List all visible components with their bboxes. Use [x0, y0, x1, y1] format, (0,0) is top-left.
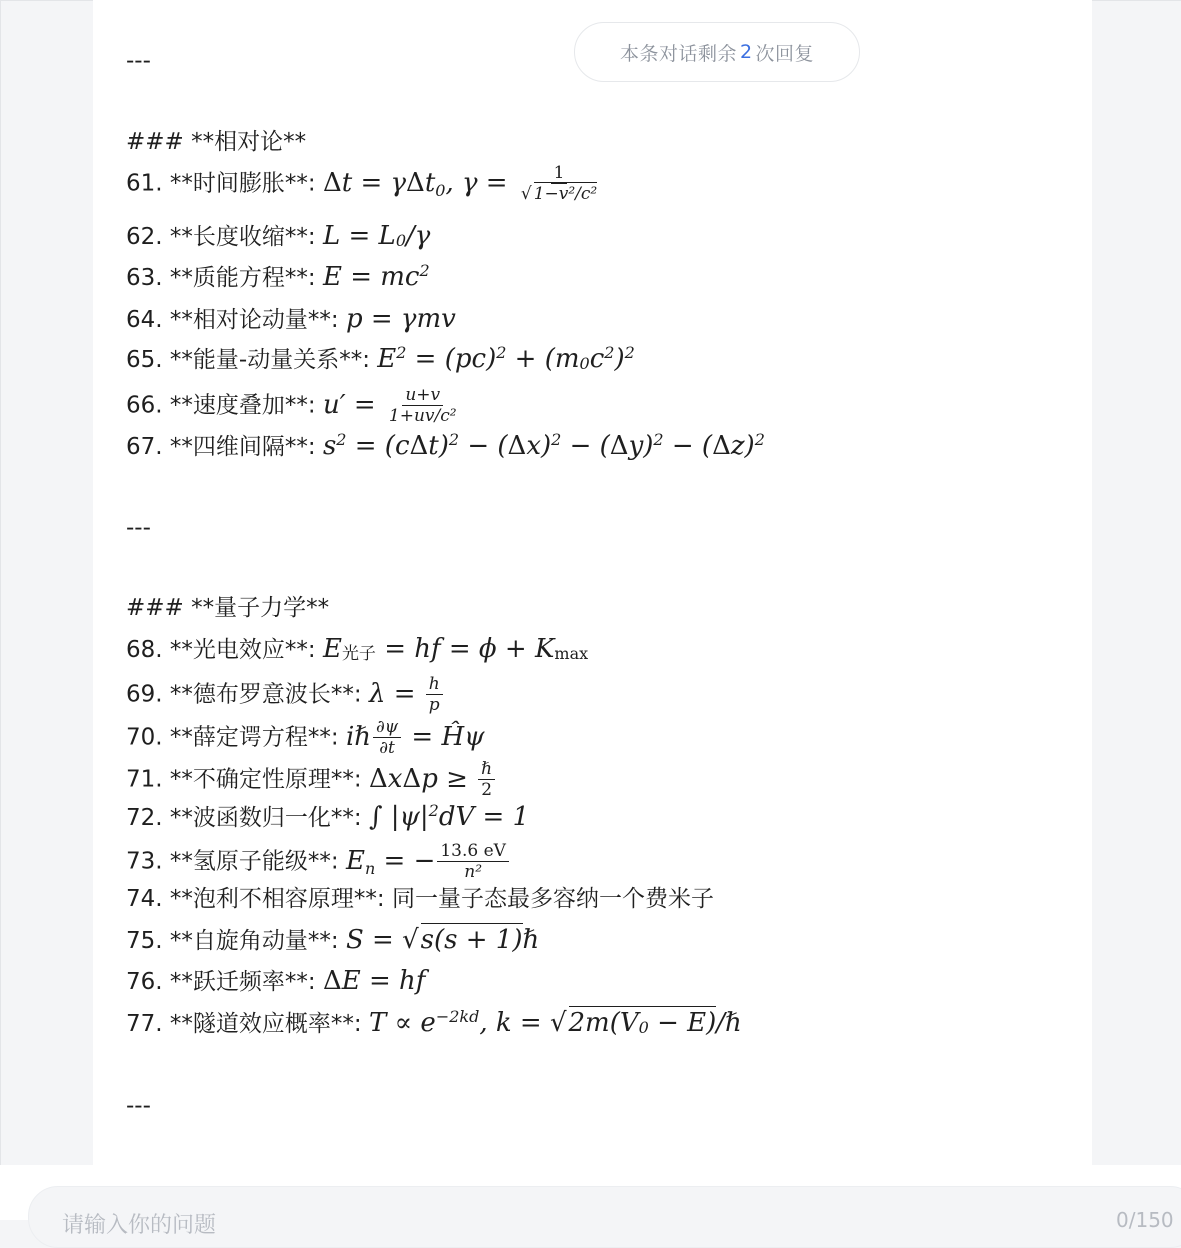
char-count: 0/150	[1116, 1208, 1174, 1232]
list-item	[126, 964, 425, 999]
item-label: 61. **时间膨胀**:	[126, 170, 323, 197]
item-label: 67. **四维间隔**:	[126, 434, 323, 460]
remaining-replies-badge	[574, 22, 860, 82]
formula-energy-momentum: $E^2 = (pc)^2 + (m_0c^2)^2$	[377, 343, 635, 374]
list-item	[126, 923, 539, 958]
formula-velocity-addition: u′ = $\frac{u+v}{\text{1+uv/c²}}$	[322, 385, 457, 426]
separator: ---	[126, 48, 151, 74]
left-border	[0, 0, 1, 1165]
list-item	[126, 260, 430, 295]
list-item	[126, 342, 635, 377]
item-label: 64. **相对论动量**:	[126, 307, 346, 333]
item-label: 77. **隧道效应概率**:	[126, 1011, 369, 1037]
formula-normalization: ∫ $|\psi|^2dV = 1$	[368, 801, 530, 832]
separator: ---	[126, 1093, 151, 1119]
item-label: 66. **速度叠加**:	[126, 392, 323, 419]
list-item	[126, 163, 602, 204]
formula-tunneling: $T \propto e^{-2kd}$, $k = √2m(V_0$ − E)/ℏ	[368, 1007, 742, 1038]
formula-photoelectric: $E_{光子}$ = hf = $\phi + K_{max}$	[322, 634, 589, 664]
formula-uncertainty: ΔxΔp ≥ $\frac{\text{ℏ}}{2}$	[369, 764, 497, 794]
list-item	[126, 882, 714, 916]
item-label: 65. **能量-动量关系**:	[126, 347, 378, 373]
remaining-count: 2	[739, 41, 753, 63]
item-label: 73. **氢原子能级**:	[126, 848, 346, 875]
item-label: 63. **质能方程**:	[126, 265, 323, 291]
item-label: 71. **不确定性原理**:	[126, 766, 369, 793]
pauli-principle-text: 同一量子态最多容纳一个费米子	[391, 886, 714, 912]
list-item	[126, 717, 485, 758]
remaining-prefix: 本条对话剩余	[619, 42, 737, 65]
formula-relativistic-momentum: p = γmv	[345, 304, 456, 334]
list-item	[126, 1006, 742, 1041]
list-item	[126, 759, 497, 800]
formula-length-contraction: $L = L_0/\gamma$	[322, 221, 431, 251]
item-label: 69. **德布罗意波长**:	[126, 681, 369, 708]
item-label: 74. **泡利不相容原理**:	[126, 886, 392, 912]
item-label: 72. **波函数归一化**:	[126, 805, 369, 831]
list-item	[126, 385, 462, 426]
list-item	[126, 800, 529, 835]
question-input-placeholder: 请输入你的问题	[62, 1213, 217, 1238]
list-item	[126, 219, 430, 254]
formula-de-broglie: λ = $\frac{h}{p}$	[369, 679, 445, 709]
formula-hydrogen-levels: $E_n$ = − $\frac{13.6 eV}{\text{n²}}$	[346, 846, 511, 876]
item-label: 62. **长度收缩**:	[126, 224, 323, 250]
list-item	[126, 632, 588, 667]
formula-time-dilation: Δt = γΔt$_0$, γ = $\frac{1}{\text{√ 1−v²/c²}}$	[322, 163, 598, 204]
item-label: 75. **自旋角动量**:	[126, 928, 346, 954]
formula-spin: S = √s(s + 1)ℏ	[345, 925, 540, 955]
list-item	[126, 429, 765, 464]
list-item	[126, 674, 445, 715]
remaining-suffix: 次回复	[755, 42, 815, 65]
formula-transition-frequency: ΔE = hf	[322, 966, 426, 996]
item-label: 70. **薛定谔方程**:	[126, 724, 346, 751]
formula-mass-energy: $E = mc^2$	[322, 261, 430, 292]
section-heading-quantum: ### **量子力学**	[126, 595, 330, 621]
section-heading-relativity: ### **相对论**	[126, 129, 307, 155]
item-label: 68. **光电效应**:	[126, 637, 323, 663]
formula-spacetime-interval: $s^2 = (c\Delta t)^2 - (\Delta x)^2 - (\Delta y)^2 - (\Delta z)^2$	[322, 430, 765, 461]
item-label: 76. **跃迁频率**:	[126, 969, 323, 995]
formula-schrodinger: iℏ $\frac{\partial\psi}{\partial t}$ = Ĥψ	[345, 717, 485, 758]
separator: ---	[126, 515, 151, 541]
list-item	[126, 841, 511, 882]
list-item	[126, 302, 456, 337]
